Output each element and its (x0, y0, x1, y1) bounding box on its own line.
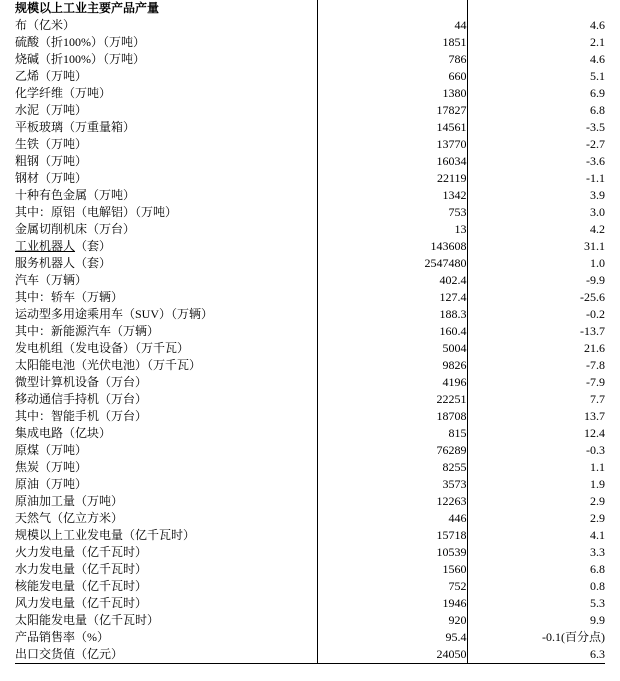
table-row (15, 187, 605, 204)
growth-value: 6.8 (590, 562, 605, 576)
output-value: 22119 (317, 170, 467, 187)
table-row (15, 323, 605, 340)
output-value: 1342 (317, 187, 467, 204)
product-label: 原油加工量（万吨） (15, 493, 317, 510)
product-label: 原油（万吨） (15, 476, 317, 493)
table-row (15, 306, 605, 323)
table-row (15, 425, 605, 442)
table-row (15, 493, 605, 510)
table-row (15, 629, 605, 646)
growth-value: -1.1 (586, 171, 605, 185)
output-value: 8255 (317, 459, 467, 476)
table-row (15, 85, 605, 102)
growth-value: 6.9 (590, 86, 605, 100)
output-value: 446 (317, 510, 467, 527)
product-label: 服务机器人（套） (15, 255, 317, 272)
output-value: 920 (317, 612, 467, 629)
growth-value: 6.3 (590, 647, 605, 661)
output-value: 127.4 (317, 289, 467, 306)
product-label: 乙烯（万吨） (15, 68, 317, 85)
output-value: 402.4 (317, 272, 467, 289)
growth-value: -7.8 (586, 358, 605, 372)
product-label: 移动通信手持机（万台） (15, 391, 317, 408)
output-value: 15718 (317, 527, 467, 544)
growth-value: -2.7 (586, 137, 605, 151)
product-label-link[interactable]: 工业机器人 (15, 239, 76, 253)
table-row (15, 238, 605, 255)
growth-value: -0.2 (586, 307, 605, 321)
growth-value: 0.8 (590, 579, 605, 593)
growth-value: 4.2 (590, 222, 605, 236)
table-row (15, 408, 605, 425)
growth-value: -3.5 (586, 120, 605, 134)
table-row (15, 102, 605, 119)
growth-value: 7.7 (590, 392, 605, 406)
table-row (15, 595, 605, 612)
table-row (15, 442, 605, 459)
growth-value: 13.7 (584, 409, 605, 423)
table-row (15, 374, 605, 391)
table-row (15, 289, 605, 306)
output-value: 13 (317, 221, 467, 238)
product-label: 金属切削机床（万台） (15, 221, 317, 238)
output-value: 44 (317, 17, 467, 34)
product-label: 太阳能发电量（亿千瓦时） (15, 612, 317, 629)
growth-value: 5.1 (590, 69, 605, 83)
growth-value: -7.9 (586, 375, 605, 389)
output-value: 3573 (317, 476, 467, 493)
growth-value: -0.3 (586, 443, 605, 457)
growth-value: 4.1 (590, 528, 605, 542)
output-value: 815 (317, 425, 467, 442)
product-label: 火力发电量（亿千瓦时） (15, 544, 317, 561)
product-label: 生铁（万吨） (15, 136, 317, 153)
product-label: 平板玻璃（万重量箱） (15, 119, 317, 136)
output-value: 95.4 (317, 629, 467, 646)
table-row (15, 391, 605, 408)
table-row (15, 136, 605, 153)
output-value: 188.3 (317, 306, 467, 323)
output-value: 14561 (317, 119, 467, 136)
product-label: 其中：新能源汽车（万辆） (15, 323, 317, 340)
product-label: 运动型多用途乘用车（SUV）（万辆） (15, 306, 317, 323)
output-value: 786 (317, 51, 467, 68)
product-label: 钢材（万吨） (15, 170, 317, 187)
growth-value: 3.9 (590, 188, 605, 202)
growth-value: -0.1(百分点) (542, 630, 605, 644)
table-title: 规模以上工业主要产品产量 (15, 0, 317, 17)
product-label: 汽车（万辆） (15, 272, 317, 289)
product-label: 出口交货值（亿元） (15, 646, 317, 664)
table-row (15, 646, 605, 664)
growth-value: -13.7 (580, 324, 605, 338)
table-row (15, 459, 605, 476)
table-row (15, 527, 605, 544)
growth-value: 5.3 (590, 596, 605, 610)
table-row (15, 272, 605, 289)
product-label: 发电机组（发电设备）（万千瓦） (15, 340, 317, 357)
growth-value: 2.9 (590, 511, 605, 525)
table-row (15, 221, 605, 238)
growth-value: -9.9 (586, 273, 605, 287)
table-row (15, 510, 605, 527)
growth-value: 6.8 (590, 103, 605, 117)
growth-value: 12.4 (584, 426, 605, 440)
growth-value: -3.6 (586, 154, 605, 168)
output-value: 4196 (317, 374, 467, 391)
table-body (15, 0, 605, 664)
table-row (15, 34, 605, 51)
output-value: 16034 (317, 153, 467, 170)
output-value: 5004 (317, 340, 467, 357)
growth-value: 21.6 (584, 341, 605, 355)
product-label: 原煤（万吨） (15, 442, 317, 459)
table-row (15, 204, 605, 221)
table-row (15, 17, 605, 34)
table-row (15, 255, 605, 272)
product-label: 核能发电量（亿千瓦时） (15, 578, 317, 595)
output-value: 10539 (317, 544, 467, 561)
output-value: 753 (317, 204, 467, 221)
output-value: 1946 (317, 595, 467, 612)
table-row (15, 561, 605, 578)
product-label: 粗钢（万吨） (15, 153, 317, 170)
growth-value: -25.6 (580, 290, 605, 304)
growth-value: 2.1 (590, 35, 605, 49)
product-label: 规模以上工业发电量（亿千瓦时） (15, 527, 317, 544)
product-label: 产品销售率（%） (15, 629, 317, 646)
empty-growth-cell (467, 0, 605, 17)
growth-value: 1.0 (590, 256, 605, 270)
table-row (15, 476, 605, 493)
growth-value: 1.1 (590, 460, 605, 474)
product-label: 焦炭（万吨） (15, 459, 317, 476)
output-value: 17827 (317, 102, 467, 119)
growth-value: 3.0 (590, 205, 605, 219)
product-label: 化学纤维（万吨） (15, 85, 317, 102)
industrial-output-section (15, 0, 620, 664)
output-value: 160.4 (317, 323, 467, 340)
table-row (15, 612, 605, 629)
output-value: 24050 (317, 646, 467, 664)
output-value: 1380 (317, 85, 467, 102)
product-label: 其中：原铝（电解铝）（万吨） (15, 204, 317, 221)
growth-value: 4.6 (590, 52, 605, 66)
products-table (15, 0, 605, 664)
growth-value: 1.9 (590, 477, 605, 491)
product-label: 风力发电量（亿千瓦时） (15, 595, 317, 612)
table-row (15, 357, 605, 374)
product-label: 烧碱（折100%）（万吨） (15, 51, 317, 68)
table-title-row (15, 0, 605, 17)
table-row (15, 119, 605, 136)
table-row (15, 340, 605, 357)
table-row (15, 68, 605, 85)
product-label: 微型计算机设备（万台） (15, 374, 317, 391)
output-value: 22251 (317, 391, 467, 408)
growth-value: 31.1 (584, 239, 605, 253)
output-value: 76289 (317, 442, 467, 459)
product-label: 水泥（万吨） (15, 102, 317, 119)
growth-value: 2.9 (590, 494, 605, 508)
output-value: 13770 (317, 136, 467, 153)
table-row (15, 544, 605, 561)
empty-output-cell (317, 0, 467, 17)
table-row (15, 170, 605, 187)
output-value: 12263 (317, 493, 467, 510)
table-row (15, 153, 605, 170)
output-value: 143608 (317, 238, 467, 255)
product-label: 太阳能电池（光伏电池）（万千瓦） (15, 357, 317, 374)
output-value: 1851 (317, 34, 467, 51)
product-label: 集成电路（亿块） (15, 425, 317, 442)
output-value: 2547480 (317, 255, 467, 272)
product-label: 天然气（亿立方米） (15, 510, 317, 527)
growth-value: 9.9 (590, 613, 605, 627)
product-label: 水力发电量（亿千瓦时） (15, 561, 317, 578)
output-value: 18708 (317, 408, 467, 425)
table-row (15, 578, 605, 595)
output-value: 9826 (317, 357, 467, 374)
table-row (15, 51, 605, 68)
product-label: 硫酸（折100%）（万吨） (15, 34, 317, 51)
growth-value: 3.3 (590, 545, 605, 559)
product-label-rest: （套） (75, 239, 112, 253)
growth-value: 4.6 (590, 18, 605, 32)
product-label: 其中：轿车（万辆） (15, 289, 317, 306)
product-label: 十种有色金属（万吨） (15, 187, 317, 204)
output-value: 1560 (317, 561, 467, 578)
product-label: 布（亿米） (15, 17, 317, 34)
product-label (15, 238, 317, 255)
output-value: 752 (317, 578, 467, 595)
product-label: 其中：智能手机（万台） (15, 408, 317, 425)
output-value: 660 (317, 68, 467, 85)
